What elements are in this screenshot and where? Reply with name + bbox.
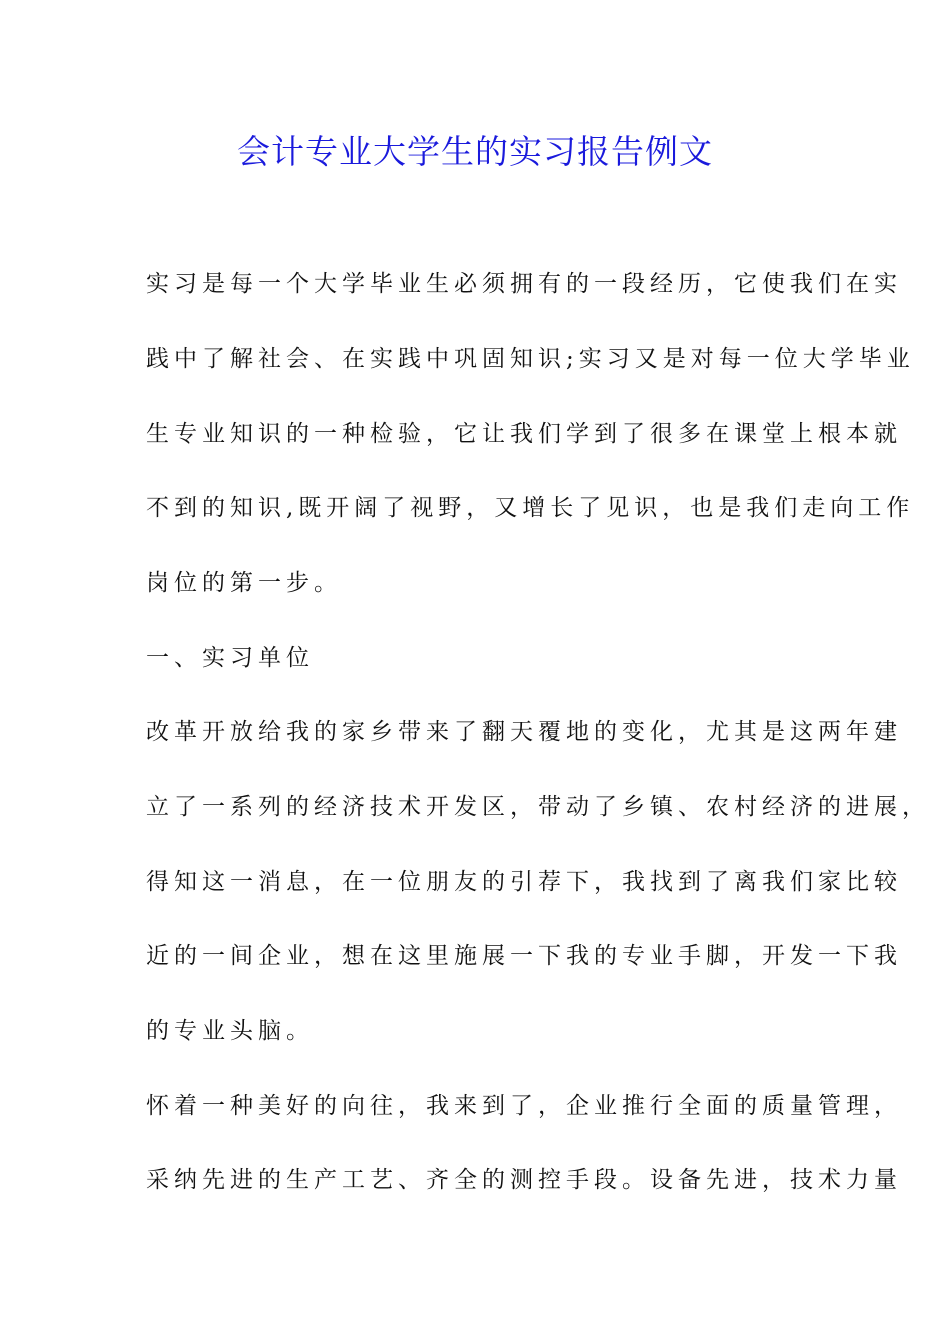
document-title: 会计专业大学生的实习报告例文 (237, 132, 713, 171)
paragraph-line: 践中了解社会、在实践中巩固知识;实习又是对每一位大学毕业 (146, 346, 915, 372)
paragraph-line: 怀着一种美好的向往，我来到了，企业推行全面的质量管理， (146, 1093, 902, 1119)
paragraph-line: 得知这一消息，在一位朋友的引荐下，我找到了离我们家比较 (146, 869, 902, 895)
paragraph-line: 采纳先进的生产工艺、齐全的测控手段。设备先进，技术力量 (146, 1167, 902, 1193)
paragraph-line: 岗位的第一步。 (146, 570, 342, 596)
paragraph-line: 不到的知识,既开阔了视野，又增长了见识，也是我们走向工作 (146, 495, 915, 521)
paragraph-line: 生专业知识的一种检验，它让我们学到了很多在课堂上根本就 (146, 421, 902, 447)
paragraph-line: 改革开放给我的家乡带来了翻天覆地的变化，尤其是这两年建 (146, 719, 902, 745)
paragraph-line: 立了一系列的经济技术开发区，带动了乡镇、农村经济的进展， (146, 794, 930, 820)
paragraph-line: 近的一间企业，想在这里施展一下我的专业手脚，开发一下我 (146, 943, 902, 969)
paragraph-line: 实习是每一个大学毕业生必须拥有的一段经历，它使我们在实 (146, 271, 902, 297)
section-heading: 一、实习单位 (146, 645, 314, 671)
paragraph-line: 的专业头脑。 (146, 1018, 314, 1044)
